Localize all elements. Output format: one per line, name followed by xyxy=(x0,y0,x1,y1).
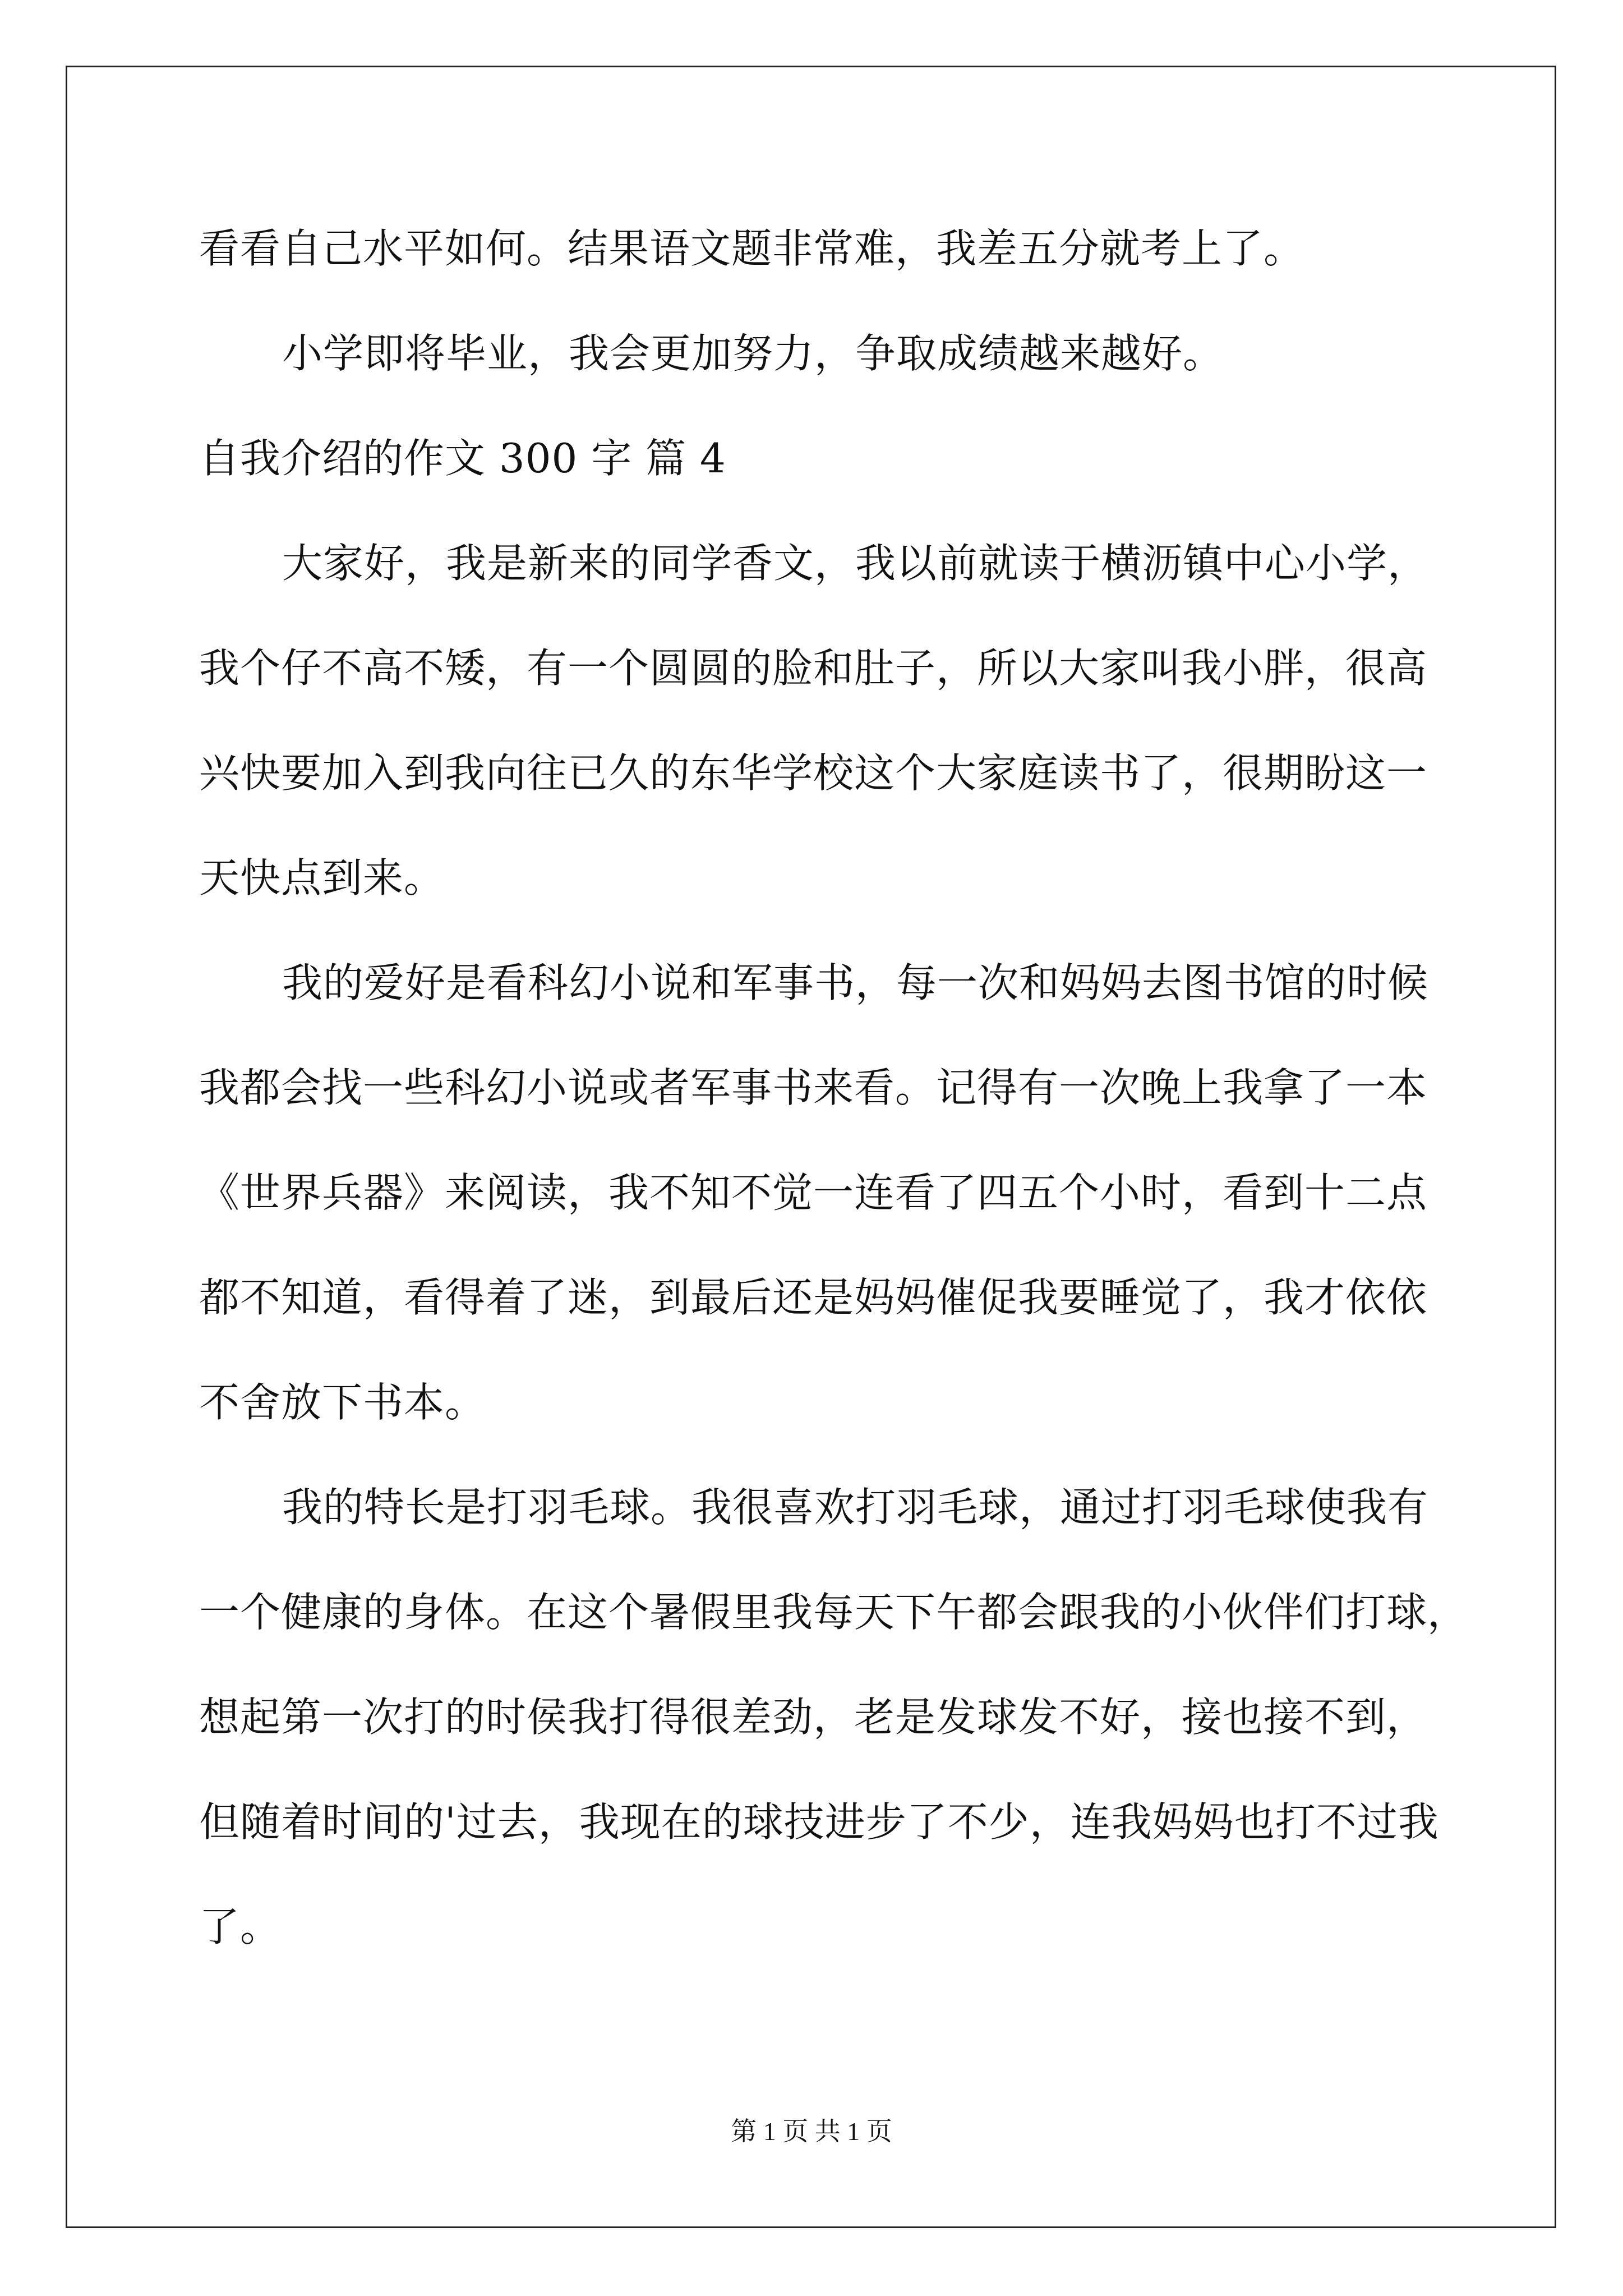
section-heading: 自我介绍的作文 300 字 篇 4 xyxy=(199,435,726,482)
text-line: 天快点到来。 xyxy=(199,854,445,901)
text-line: 我的特长是打羽毛球。我很喜欢打羽毛球，通过打羽毛球使我有 xyxy=(282,1484,1429,1531)
text-line: 《世界兵器》来阅读，我不知不觉一连看了四五个小时，看到十二点 xyxy=(199,1169,1428,1216)
text-line: 我的爱好是看科幻小说和军事书，每一次和妈妈去图书馆的时候 xyxy=(282,959,1429,1006)
text-line: 我都会找一些科幻小说或者军事书来看。记得有一次晚上我拿了一本 xyxy=(199,1064,1428,1111)
text-line: 小学即将毕业，我会更加努力，争取成绩越来越好。 xyxy=(282,330,1224,377)
text-line: 不舍放下书本。 xyxy=(199,1379,486,1426)
text-line: 都不知道，看得着了迷，到最后还是妈妈催促我要睡觉了，我才依依 xyxy=(199,1274,1428,1321)
document-body xyxy=(199,196,1469,1980)
text-line: 看看自己水平如何。结果语文题非常难，我差五分就考上了。 xyxy=(199,225,1305,272)
text-line: 大家好，我是新来的同学香文，我以前就读于横沥镇中心小学， xyxy=(282,540,1429,587)
text-line: 了。 xyxy=(199,1903,282,1950)
text-line: 我个仔不高不矮，有一个圆圆的脸和肚子，所以大家叫我小胖，很高 xyxy=(199,645,1428,692)
page-number: 第 1 页 共 1 页 xyxy=(731,2117,892,2146)
text-line: 一个健康的身体。在这个暑假里我每天下午都会跟我的小伙伴们打球， xyxy=(199,1589,1469,1636)
text-line: 但随着时间的'过去，我现在的球技进步了不少，连我妈妈也打不过我 xyxy=(199,1798,1439,1846)
text-line: 兴快要加入到我向往已久的东华学校这个大家庭读书了，很期盼这一 xyxy=(199,749,1428,797)
text-line: 想起第一次打的时侯我打得很差劲，老是发球发不好，接也接不到， xyxy=(199,1694,1428,1741)
